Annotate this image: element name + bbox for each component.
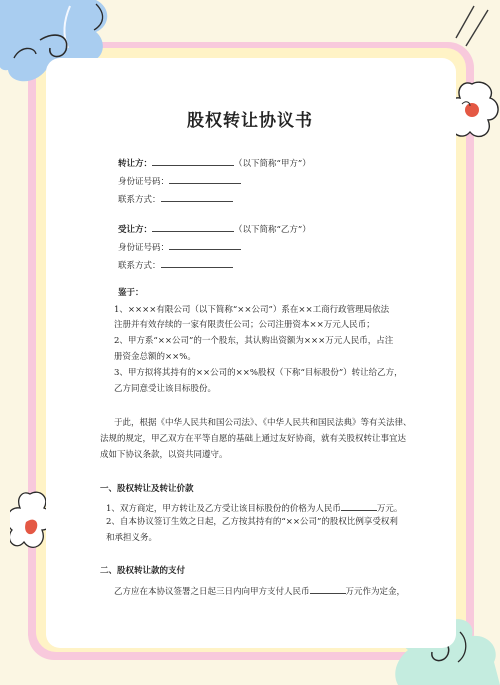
preamble-line2: 法规的规定，甲乙双方在平等自愿的基础上通过友好协商，就有关股权转让事宜达 (100, 434, 407, 444)
transferee-contact-line (118, 258, 233, 272)
section2-line1 (114, 584, 405, 598)
transferee-id-label: 身份证号码： (118, 243, 170, 253)
transferee-label: 受让方： (118, 225, 153, 235)
section1-item1 (106, 501, 402, 515)
section2-line1-unit: 万元作为定金， (345, 587, 406, 597)
section1-item1-text: 1、双方商定，甲方转让及乙方受让该目标股份的价格为人民币 (106, 504, 341, 514)
transferee-name-blank (152, 222, 234, 232)
document-page (46, 58, 456, 648)
whereas-item3-line2: 乙方同意受让该目标股份。 (114, 384, 217, 394)
transferee-id-line (118, 240, 241, 254)
whereas-item1-line2: 注册并有效存续的一家有限责任公司；公司注册资本××万元人民币； (114, 320, 375, 330)
section1-item1-unit: 万元。 (376, 504, 403, 514)
deposit-blank (310, 584, 346, 594)
transferor-label: 转让方： (118, 159, 153, 169)
transferor-contact-blank (161, 192, 233, 202)
transferee-note: （以下简称“乙方”） (234, 225, 311, 235)
transferor-id-blank (169, 174, 241, 184)
transferor-note: （以下简称“甲方”） (234, 159, 311, 169)
transferee-contact-blank (161, 258, 233, 268)
transferee-id-blank (169, 240, 241, 250)
price-blank (341, 501, 377, 511)
transferor-contact-line (118, 192, 233, 206)
transferor-line (118, 156, 311, 170)
section2-heading: 二、股权转让款的支付 (100, 566, 186, 576)
preamble-line1: 于此，根据《中华人民共和国公司法》、《中华人民共和国民法典》等有关法律、 (114, 418, 412, 428)
document-title: 股权转让协议书 (187, 111, 313, 131)
whereas-heading: 鉴于： (118, 288, 144, 298)
section1-item2-line2: 和承担义务。 (106, 533, 158, 543)
section1-item2-line1: 2、自本协议签订生效之日起，乙方按其持有的“××公司”的股权比例享受权利 (106, 517, 398, 527)
whereas-item2-line1: 2、甲方系“××公司”的一个股东，其认购出资额为×××万元人民币，占注 (114, 336, 394, 346)
corner-lines-decoration (444, 0, 500, 60)
transferee-line (118, 222, 311, 236)
section2-line1-text: 乙方应在本协议签署之日起三日内向甲方支付人民币 (114, 587, 310, 597)
transferee-contact-label: 联系方式： (118, 261, 161, 271)
whereas-item1-line1: 1、××××有限公司（以下简称“××公司”）系在××工商行政管理局依法 (114, 305, 390, 315)
section1-heading: 一、股权转让及转让价款 (100, 484, 194, 494)
whereas-item3-line1: 3、甲方拟将其持有的××公司的××%股权（下称“目标股份”）转让给乙方， (114, 368, 403, 378)
transferor-name-blank (152, 156, 234, 166)
preamble-line3: 成如下协议条款，以资共同遵守。 (100, 450, 228, 460)
whereas-item2-line2: 册资金总额的××%。 (114, 352, 196, 362)
transferor-id-line (118, 174, 241, 188)
transferor-contact-label: 联系方式： (118, 195, 161, 205)
transferor-id-label: 身份证号码： (118, 177, 170, 187)
